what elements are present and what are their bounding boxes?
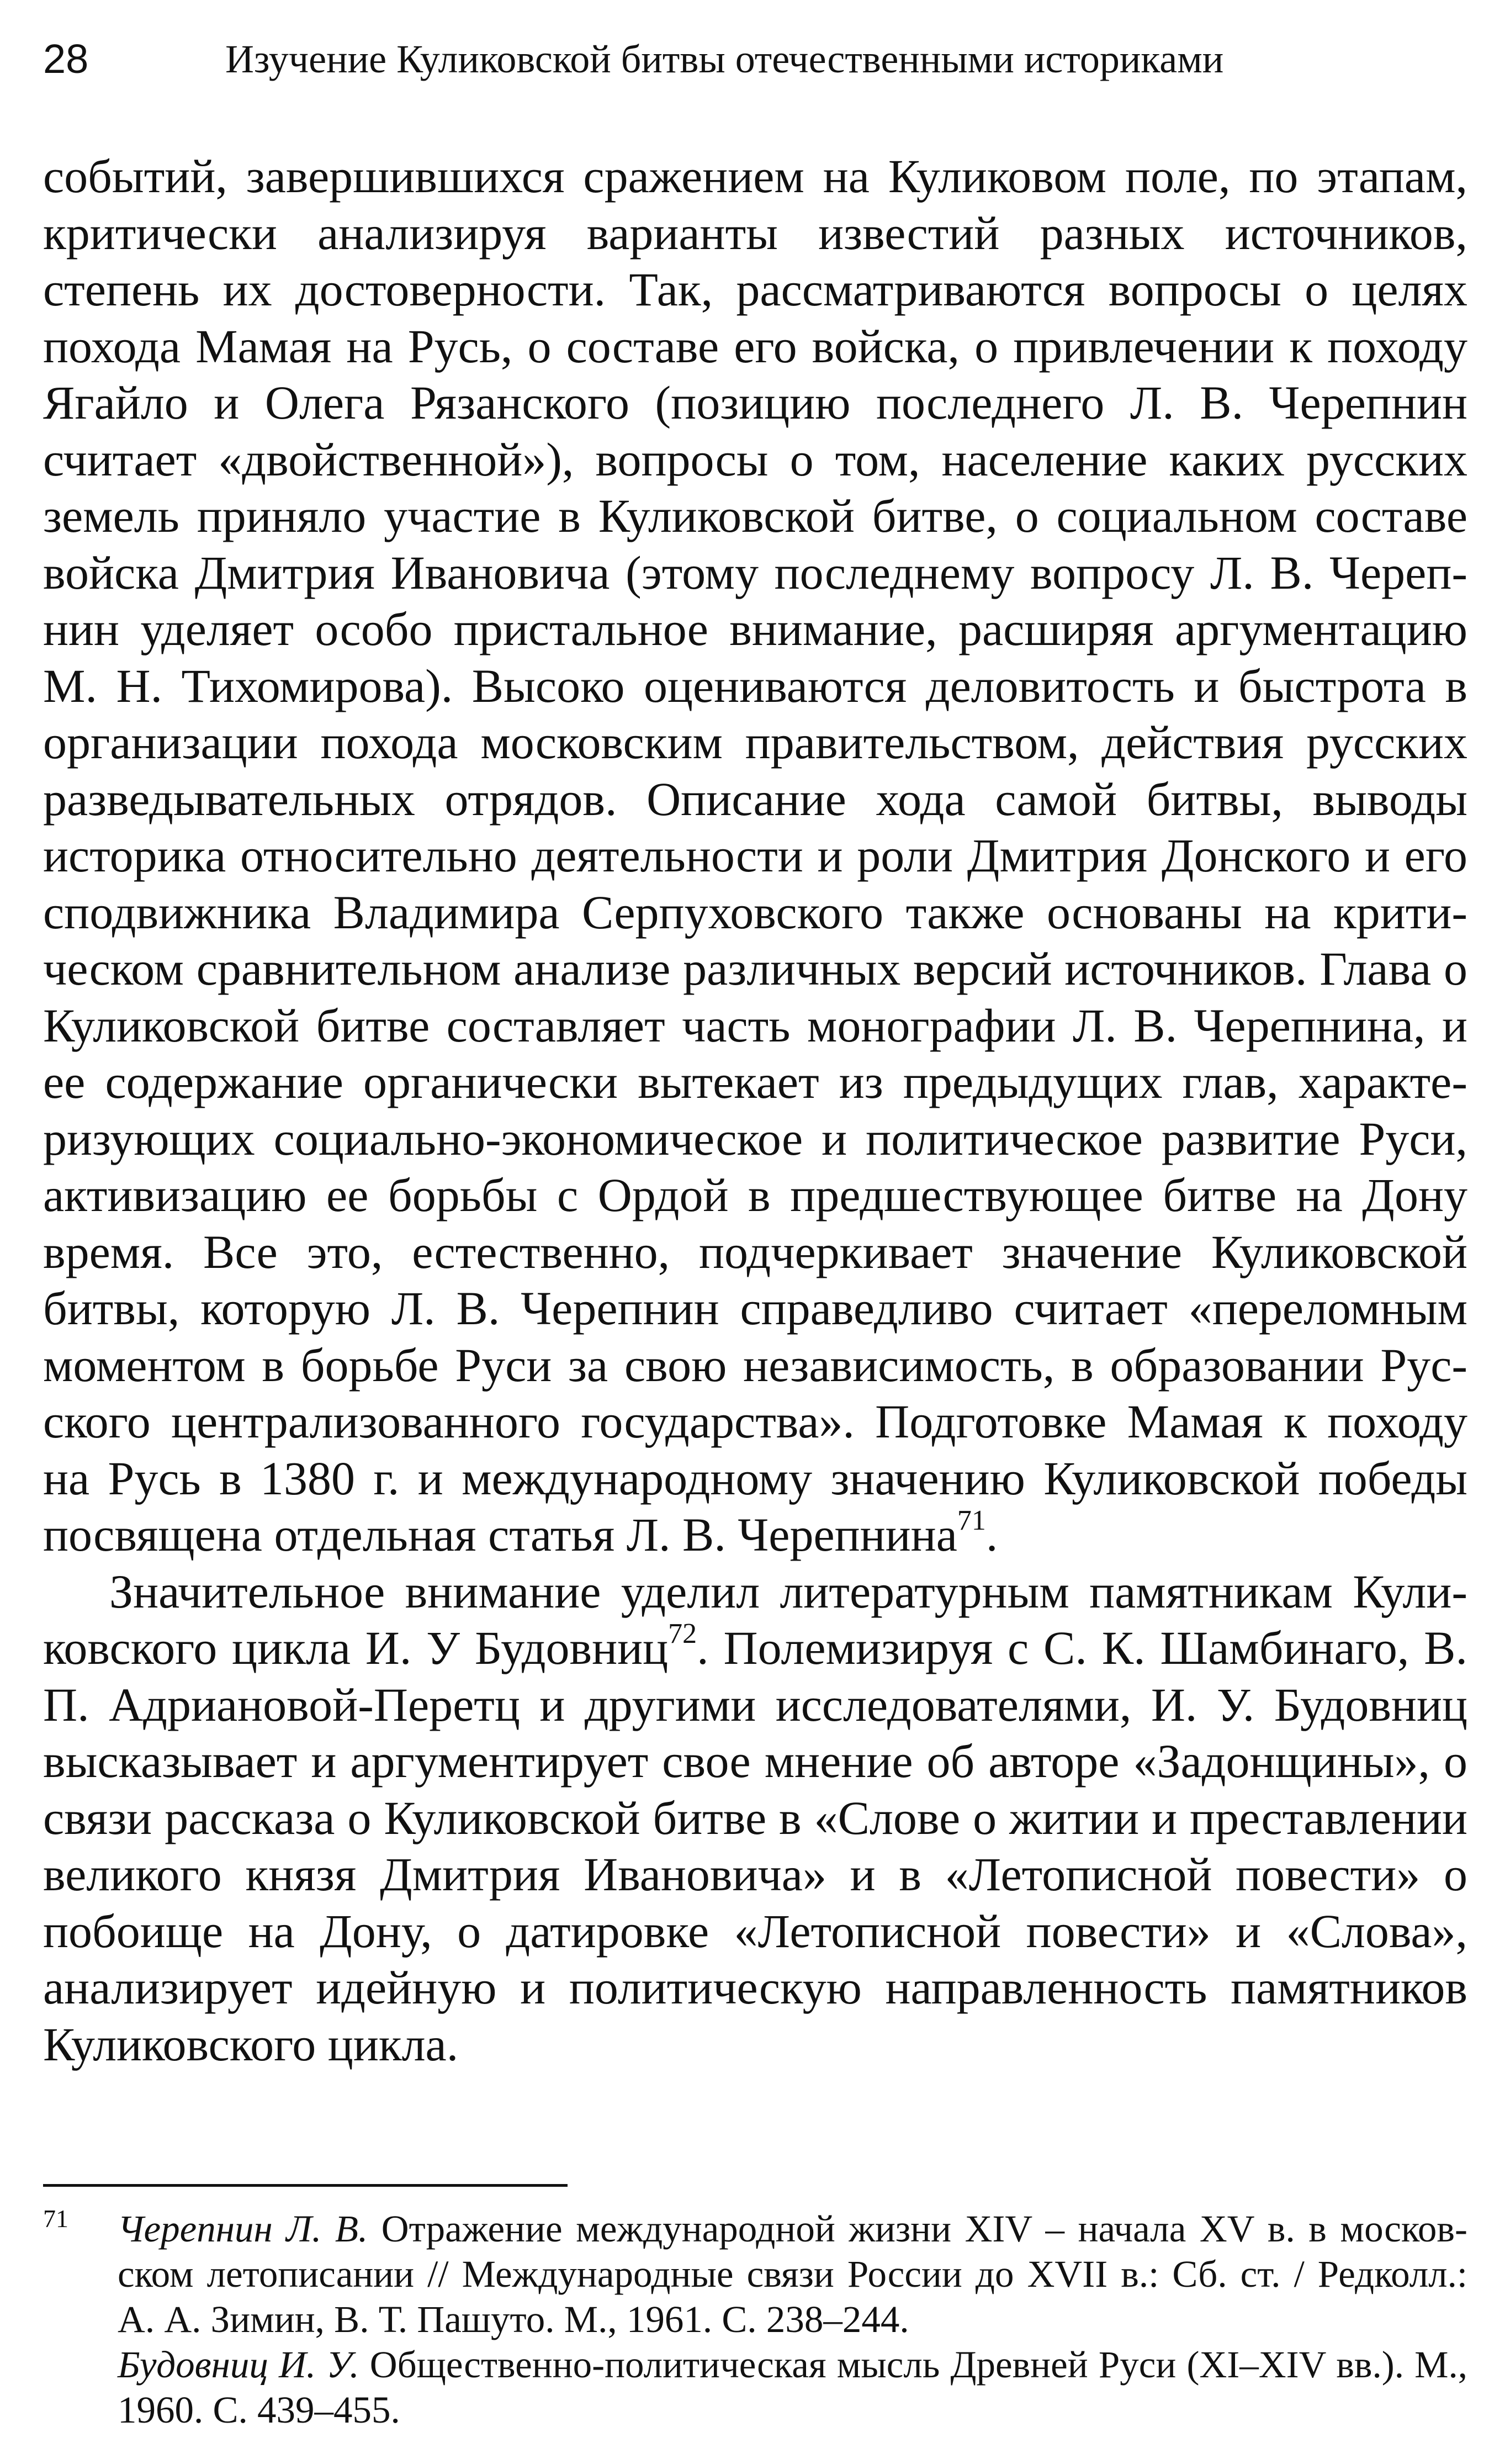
page-number: 28 — [43, 36, 89, 82]
paragraph-text-end: . — [985, 1508, 998, 1561]
paragraph-text-end: . Полемизируя с С. К. Шамбинаго, В. П. Адриановой-Перетц и другими исследователями, И. У. Будовниц высказывает и аргументирует свое мнение об авторе «Задонщины», о связи рассказа о Куликовской битве в «Слове о житии и преставлении великого князя Дмитрия Ивановича» и в «Летописной повести» о побоище на Дону, о датировке «Летописной повести» и «Слова», анализирует идейную и политическую направленность памятников Куликовского цикла. — [43, 1621, 1468, 2071]
paragraph-1 — [43, 148, 1467, 1563]
footnote-number: 71 — [43, 2204, 68, 2233]
footnotes — [43, 2206, 1467, 2433]
main-text — [43, 148, 1467, 2072]
footnote-71 — [43, 2206, 1467, 2433]
footnote-text: Общественно-политическая мысль Древней Руси (XI–XIV вв.). М., 1960. С. 439–455. — [118, 2344, 1467, 2431]
paragraph-text: событий, завершившихся сражением на Куликовом поле, по этапам, критически анализируя варианты известий разных источников, степень их достоверности. Так, рассматриваются вопросы о целях похода Мамая на Русь, о составе его войска, о привлечении к походу Ягайло и Олега Рязанского (позицию последнего Л. В. Черепнин считает «двойственной»), вопросы о том, население каких русских земель приняло участие в Куликовской битве, о социальном составе войска Дмитрия Ивановича (этому последнему вопросу Л. В. Черепнин уделяет особо пристальное внимание, расширяя аргументацию М. Н. Тихомирова). Высоко оцениваются деловитость и быстрота в организации похода московским правительством, действия русских разведывательных отрядов. Описание хода самой битвы, выводы историка относительно деятельности и роли Дмитрия Донского и его сподвижника Владимира Серпуховского также основаны на критическом сравнительном анализе различных версий источников. Глава о Куликовской битве составляет часть монографии Л. В. Черепнина, и ее содержание органически вытекает из предыдущих глав, характеризующих социально-экономическое и политическое развитие Руси, активизацию ее борьбы с Ордой в предшествующее битве на Дону время. Все это, естественно, подчеркивает значение Куликовской битвы, которую Л. В. Черепнин справедливо считает «переломным моментом в борьбе Руси за свою независимость, в образовании Русского централизованного государства». Подготовке Мамая к походу на Русь в 1380 г. и международному значению Куликовской победы посвящена отдельная статья Л. В. Черепнина — [43, 150, 1467, 1561]
footnote-entry — [118, 2342, 1467, 2433]
paragraph-2 — [43, 1563, 1467, 2073]
footnote-text: Отражение международной жизни XIV – начала XV в. в московском летописании // Международные связи России до XVII в.: Сб. ст. / Редколл.: А. А. Зимин, В. Т. Пашуто. М., 1961. С. 238–244. — [118, 2208, 1467, 2340]
footnote-entry — [118, 2206, 1467, 2342]
running-title: Изучение Куликовской битвы отечественными историками — [225, 37, 1224, 81]
page-header — [43, 29, 1467, 89]
footnote-author: Черепнин Л. В. — [118, 2208, 368, 2250]
footnote-reference-71[interactable]: 71 — [957, 1505, 986, 1536]
footnote-author: Будовниц И. У. — [118, 2344, 359, 2386]
footnote-reference-72[interactable]: 72 — [668, 1618, 697, 1649]
footnote-divider — [43, 2184, 568, 2187]
paragraph-text: Значительное внимание уделил литературным памятникам Куликовского цикла И. У Будовниц — [43, 1564, 1467, 1674]
